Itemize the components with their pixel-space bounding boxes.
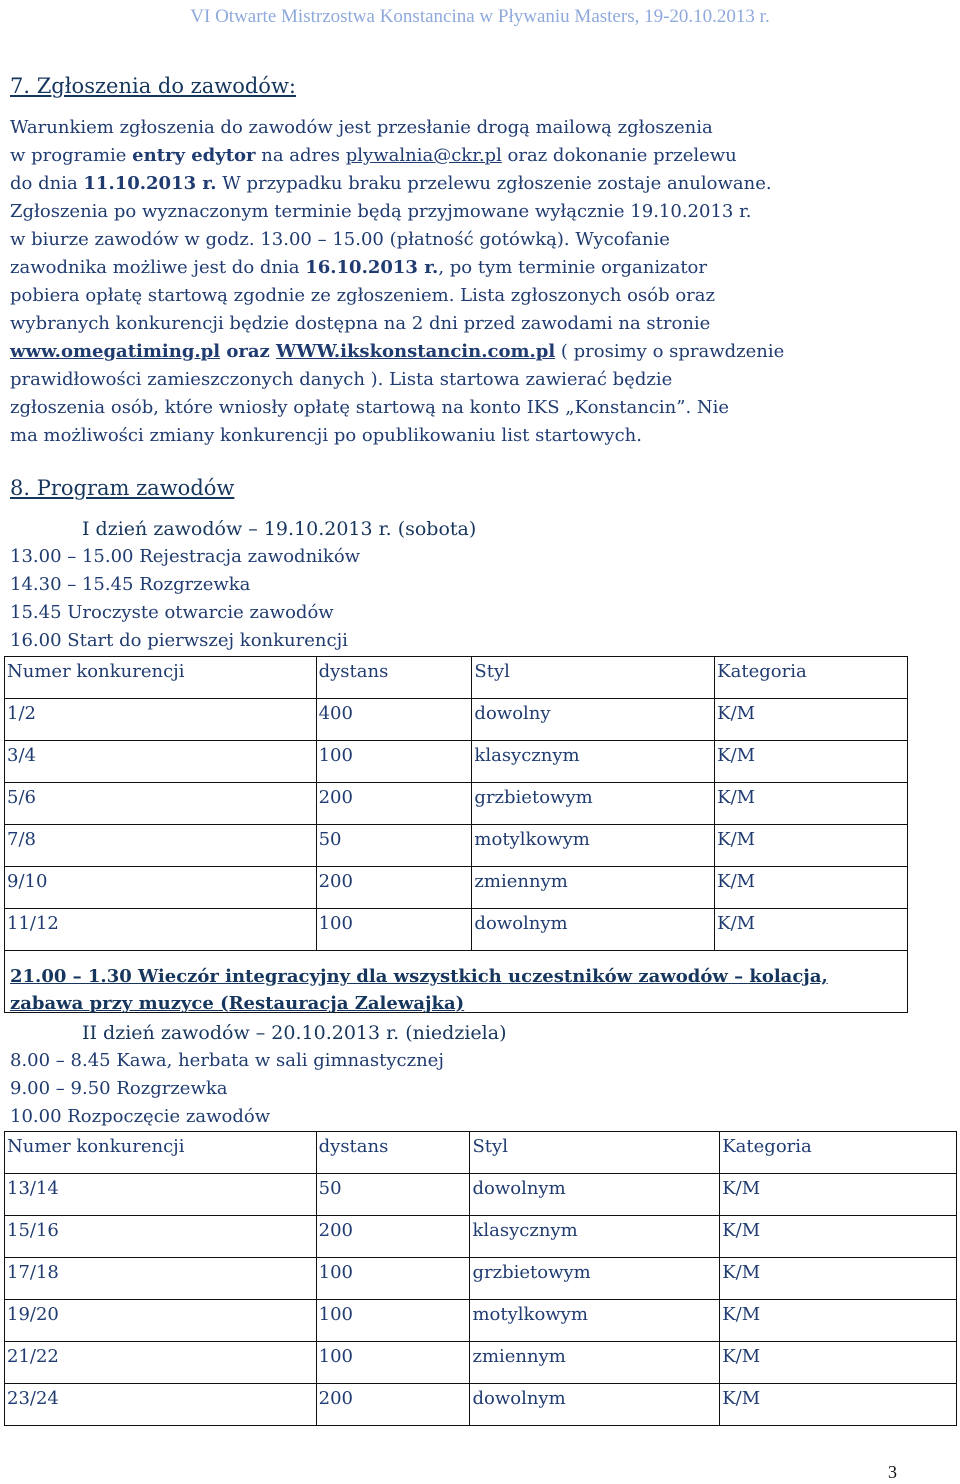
text: na adres — [255, 145, 346, 166]
table-cell: dowolnym — [470, 1174, 720, 1216]
text: , po tym terminie organizator — [438, 257, 708, 278]
table-row — [5, 1216, 957, 1258]
section-8-title: 8. Program zawodów — [10, 476, 235, 500]
table-row — [5, 741, 908, 783]
table-cell: K/M — [720, 1342, 957, 1384]
table-cell: 100 — [316, 1258, 470, 1300]
table-cell: 19/20 — [5, 1300, 317, 1342]
table-cell: 200 — [316, 783, 472, 825]
day-2-title: II dzień zawodów – 20.10.2013 r. (niedziela) — [82, 1022, 507, 1044]
table-cell: dowolnym — [470, 1384, 720, 1426]
day-1-events-table — [4, 656, 908, 1013]
table-cell: grzbietowym — [470, 1258, 720, 1300]
section-7-line-12: ma możliwości zmiany konkurencji po opublikowaniu list startowych. — [10, 425, 642, 446]
evening-event-line-2: zabawa przy muzyce (Restauracja Zalewajka) — [10, 993, 465, 1014]
table-cell: K/M — [720, 1384, 957, 1426]
table-cell: K/M — [720, 1258, 957, 1300]
table-cell: K/M — [720, 1300, 957, 1342]
table-cell: K/M — [715, 825, 908, 867]
text: zawodnika możliwe jest do dnia — [10, 257, 306, 278]
table-cell: klasycznym — [472, 741, 715, 783]
header-cell: dystans — [316, 1132, 470, 1174]
header-cell: Numer konkurencji — [5, 1132, 317, 1174]
section-7-line-3 — [10, 173, 772, 194]
table-cell: 100 — [316, 1300, 470, 1342]
header-cell: Kategoria — [715, 657, 908, 699]
withdrawal-date: 16.10.2013 r. — [305, 257, 439, 278]
table-cell: K/M — [715, 783, 908, 825]
table-cell: 9/10 — [5, 867, 317, 909]
day-2-events-table — [4, 1131, 957, 1426]
section-7-title: 7. Zgłoszenia do zawodów: — [10, 74, 297, 98]
table-cell: 200 — [316, 1216, 470, 1258]
table-row — [5, 783, 908, 825]
table-cell: zmiennym — [470, 1342, 720, 1384]
table-row — [5, 825, 908, 867]
table-cell: 50 — [316, 1174, 470, 1216]
section-7-line-5: w biurze zawodów w godz. 13.00 – 15.00 (płatność gotówką). Wycofanie — [10, 229, 670, 250]
text: oraz dokonanie przelewu — [501, 145, 737, 166]
page-number: 3 — [888, 1462, 897, 1482]
table-cell: dowolnym — [472, 909, 715, 951]
evening-event-line-1: 21.00 – 1.30 Wieczór integracyjny dla wszystkich uczestników zawodów – kolacja, — [10, 966, 828, 987]
table-cell: K/M — [715, 867, 908, 909]
section-7-line-7: pobiera opłatę startową zgodnie ze zgłoszeniem. Lista zgłoszonych osób oraz — [10, 285, 715, 306]
table-cell: 21/22 — [5, 1342, 317, 1384]
header-cell: Numer konkurencji — [5, 657, 317, 699]
table-cell: 11/12 — [5, 909, 317, 951]
schedule-item: 15.45 Uroczyste otwarcie zawodów — [10, 602, 334, 623]
text: w programie — [10, 145, 133, 166]
table-row — [5, 1342, 957, 1384]
table-row — [5, 909, 908, 951]
table-row — [5, 867, 908, 909]
table-cell: 5/6 — [5, 783, 317, 825]
table-cell: 100 — [316, 1342, 470, 1384]
table-cell: motylkowym — [472, 825, 715, 867]
section-7-line-9 — [10, 341, 784, 362]
table-cell: 3/4 — [5, 741, 317, 783]
text: ( prosimy o sprawdzenie — [555, 341, 785, 362]
schedule-item: 10.00 Rozpoczęcie zawodów — [10, 1106, 271, 1127]
text: W przypadku braku przelewu zgłoszenie zostaje anulowane. — [216, 173, 772, 194]
table-cell: 50 — [316, 825, 472, 867]
table-header-row — [5, 657, 908, 699]
email-link[interactable]: plywalnia@ckr.pl — [345, 145, 502, 166]
table-row — [5, 1384, 957, 1426]
table-cell: 100 — [316, 909, 472, 951]
table-cell: 100 — [316, 741, 472, 783]
section-7-line-4: Zgłoszenia po wyznaczonym terminie będą przyjmowane wyłącznie 19.10.2013 r. — [10, 201, 752, 222]
table-cell: 200 — [316, 1384, 470, 1426]
table-header-row — [5, 1132, 957, 1174]
header-cell: dystans — [316, 657, 472, 699]
table-cell: K/M — [720, 1174, 957, 1216]
header-cell: Styl — [470, 1132, 720, 1174]
table-cell: K/M — [715, 909, 908, 951]
schedule-item: 8.00 – 8.45 Kawa, herbata w sali gimnastycznej — [10, 1050, 444, 1071]
schedule-item: 14.30 – 15.45 Rozgrzewka — [10, 574, 251, 595]
table-row — [5, 1258, 957, 1300]
page-header: VI Otwarte Mistrzostwa Konstancina w Pływaniu Masters, 19-20.10.2013 r. — [190, 6, 770, 27]
section-7-line-11: zgłoszenia osób, które wniosły opłatę startową na konto IKS „Konstancin”. Nie — [10, 397, 730, 418]
table-cell: klasycznym — [470, 1216, 720, 1258]
schedule-item: 16.00 Start do pierwszej konkurencji — [10, 630, 348, 651]
section-7-line-2 — [10, 145, 737, 166]
day-1-title: I dzień zawodów – 19.10.2013 r. (sobota) — [82, 518, 477, 540]
table-row — [5, 699, 908, 741]
schedule-item: 9.00 – 9.50 Rozgrzewka — [10, 1078, 228, 1099]
table-cell: dowolny — [472, 699, 715, 741]
section-7-line-10: prawidłowości zamieszczonych danych ). Lista startowa zawierać będzie — [10, 369, 673, 390]
table-cell: K/M — [720, 1216, 957, 1258]
table-cell: zmiennym — [472, 867, 715, 909]
table-row — [5, 1300, 957, 1342]
table-cell: 400 — [316, 699, 472, 741]
table-cell: K/M — [715, 741, 908, 783]
ikskonstancin-link[interactable]: WWW.ikskonstancin.com.pl — [276, 341, 556, 362]
table-cell: 200 — [316, 867, 472, 909]
text: do dnia — [10, 173, 84, 194]
table-cell: 1/2 — [5, 699, 317, 741]
section-7-line-1: Warunkiem zgłoszenia do zawodów jest przesłanie drogą mailową zgłoszenia — [10, 117, 713, 138]
text: oraz — [220, 341, 277, 362]
table-cell: 13/14 — [5, 1174, 317, 1216]
section-7-line-8: wybranych konkurencji będzie dostępna na 2 dni przed zawodami na stronie — [10, 313, 711, 334]
table-cell: 17/18 — [5, 1258, 317, 1300]
table-row — [5, 1174, 957, 1216]
omegatiming-link[interactable]: www.omegatiming.pl — [10, 341, 221, 362]
table-cell: grzbietowym — [472, 783, 715, 825]
table-cell: 7/8 — [5, 825, 317, 867]
software-name: entry edytor — [132, 145, 256, 166]
schedule-item: 13.00 – 15.00 Rejestracja zawodników — [10, 546, 361, 567]
section-7-line-6 — [10, 257, 707, 278]
table-cell: 15/16 — [5, 1216, 317, 1258]
deadline-date: 11.10.2013 r. — [83, 173, 217, 194]
header-cell: Styl — [472, 657, 715, 699]
table-cell: K/M — [715, 699, 908, 741]
table-cell: motylkowym — [470, 1300, 720, 1342]
table-cell: 23/24 — [5, 1384, 317, 1426]
header-cell: Kategoria — [720, 1132, 957, 1174]
